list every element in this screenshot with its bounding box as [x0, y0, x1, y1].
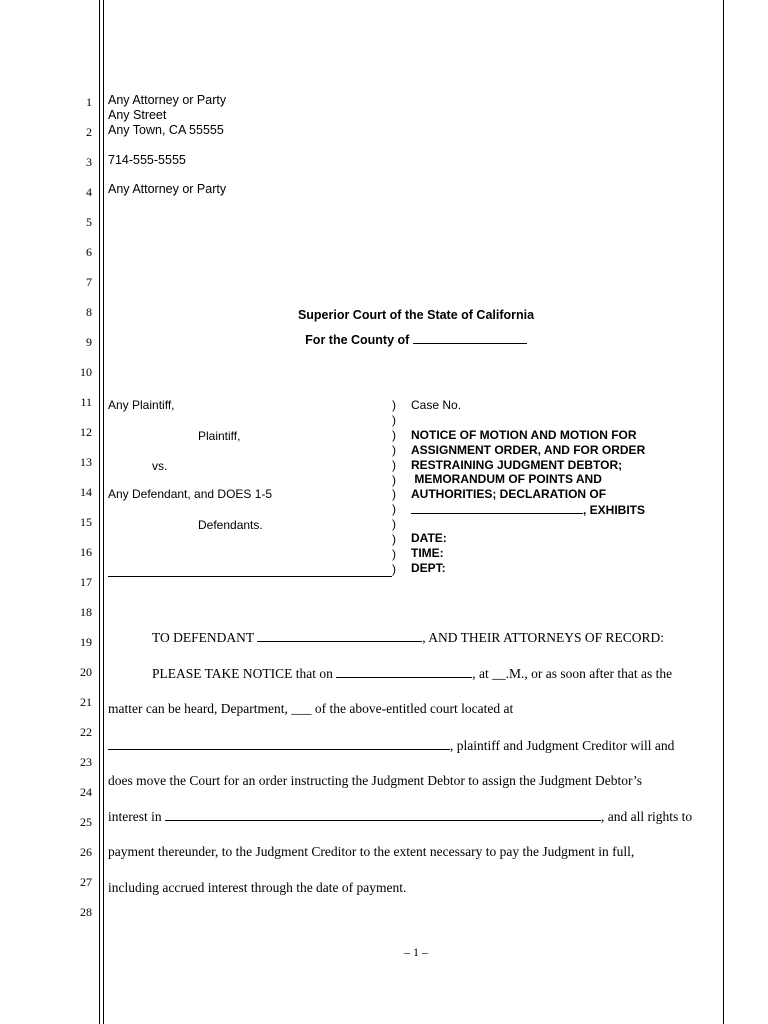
defendant-role: Defendants. — [198, 518, 263, 532]
interest-in-text: interest in — [108, 809, 162, 824]
caption-paren: ) — [392, 398, 396, 412]
line-number: 15 — [80, 515, 92, 529]
caption-rule — [108, 576, 392, 577]
court-county — [0, 331, 768, 347]
line-number: 21 — [80, 695, 92, 709]
attorney-city: Any Town, CA 55555 — [108, 123, 224, 137]
to-defendant-text: TO DEFENDANT — [152, 630, 254, 645]
notice-text: PLEASE TAKE NOTICE that on — [152, 666, 333, 681]
caption-paren: ) — [392, 532, 396, 546]
line-number: 23 — [80, 755, 92, 769]
caption-paren: ) — [392, 428, 396, 442]
left-margin-rule-inner — [103, 0, 104, 1024]
caption-paren: ) — [392, 502, 396, 516]
exhibits-label: , EXHIBITS — [583, 503, 646, 517]
caption-paren: ) — [392, 517, 396, 531]
right-margin-rule — [723, 0, 724, 1024]
line-number: 24 — [80, 785, 92, 799]
court-name: Superior Court of the State of California — [297, 308, 535, 322]
line-number: 13 — [80, 455, 92, 469]
exhibits-line — [411, 501, 645, 517]
court-address-blank — [108, 737, 450, 750]
line-number: 25 — [80, 815, 92, 829]
caption-paren: ) — [392, 413, 396, 427]
rights-text: , and all rights to — [601, 809, 693, 824]
case-number-label: Case No. — [411, 398, 462, 412]
declarant-blank — [411, 501, 583, 514]
line-number: 3 — [86, 155, 92, 169]
hearing-time-label: TIME: — [411, 546, 444, 560]
caption-paren: ) — [392, 562, 396, 576]
caption-paren: ) — [392, 443, 396, 457]
motion-title-line: ASSIGNMENT ORDER, AND FOR ORDER — [411, 443, 646, 457]
body-line-20 — [152, 665, 672, 682]
page-number: – 1 – — [404, 945, 428, 959]
motion-title-line: AUTHORITIES; DECLARATION OF — [411, 487, 607, 501]
line-number: 19 — [80, 635, 92, 649]
hearing-date-blank — [336, 665, 472, 678]
left-margin-rule-outer — [99, 0, 100, 1024]
line-number: 12 — [80, 425, 92, 439]
line-number: 7 — [86, 275, 92, 289]
body-line-25: payment thereunder, to the Judgment Creditor to the extent necessary to pay the Judgment in full, — [108, 844, 635, 859]
line-number: 5 — [86, 215, 92, 229]
county-blank — [413, 331, 527, 344]
body-line-21: matter can be heard, Department, ___ of the above-entitled court located at — [108, 701, 514, 716]
caption-paren: ) — [392, 547, 396, 561]
line-number: 11 — [80, 395, 92, 409]
hearing-dept-label: DEPT: — [411, 561, 446, 575]
line-number: 28 — [80, 905, 92, 919]
motion-title-line: NOTICE OF MOTION AND MOTION FOR — [411, 428, 637, 442]
body-line-26: including accrued interest through the date of payment. — [108, 880, 407, 895]
line-number: 4 — [86, 185, 92, 199]
line-number: 27 — [80, 875, 92, 889]
line-number: 6 — [86, 245, 92, 259]
line-number: 18 — [80, 605, 92, 619]
versus-label: vs. — [152, 459, 168, 473]
caption-paren: ) — [392, 487, 396, 501]
caption-paren: ) — [392, 473, 396, 487]
line-number: 26 — [80, 845, 92, 859]
line-number: 1 — [86, 95, 92, 109]
hearing-date-label: DATE: — [411, 531, 447, 545]
line-number: 17 — [80, 575, 92, 589]
creditor-motion-text: , plaintiff and Judgment Creditor will and — [450, 738, 675, 753]
interest-blank — [165, 808, 601, 821]
line-number: 9 — [86, 335, 92, 349]
line-number: 8 — [86, 305, 92, 319]
line-number: 10 — [80, 365, 92, 379]
line-number: 20 — [80, 665, 92, 679]
attorney-name: Any Attorney or Party — [108, 93, 227, 107]
body-line-22 — [108, 737, 674, 754]
motion-title-line: RESTRAINING JUDGMENT DEBTOR; — [411, 458, 623, 472]
court-county-label: For the County of — [305, 333, 410, 347]
motion-title-line: MEMORANDUM OF POINTS AND — [411, 472, 602, 486]
attorneys-of-record-text: , AND THEIR ATTORNEYS OF RECORD: — [422, 630, 665, 645]
line-number: 22 — [80, 725, 92, 739]
body-line-19 — [152, 629, 664, 646]
line-number: 14 — [80, 485, 92, 499]
line-number: 16 — [80, 545, 92, 559]
defendant-name: Any Defendant, and DOES 1-5 — [108, 487, 273, 501]
defendant-blank — [257, 629, 422, 642]
hearing-time-text: , at __.M., or as soon after that as the — [472, 666, 673, 681]
attorney-street: Any Street — [108, 108, 167, 122]
attorney-for: Any Attorney or Party — [108, 182, 227, 196]
plaintiff-role: Plaintiff, — [198, 429, 241, 443]
caption-paren: ) — [392, 458, 396, 472]
plaintiff-name: Any Plaintiff, — [108, 398, 175, 412]
attorney-phone: 714-555-5555 — [108, 153, 186, 167]
body-line-23: does move the Court for an order instructing the Judgment Debtor to assign the Judgment Debtor’s — [108, 773, 643, 788]
body-line-24 — [108, 808, 692, 825]
line-number: 2 — [86, 125, 92, 139]
